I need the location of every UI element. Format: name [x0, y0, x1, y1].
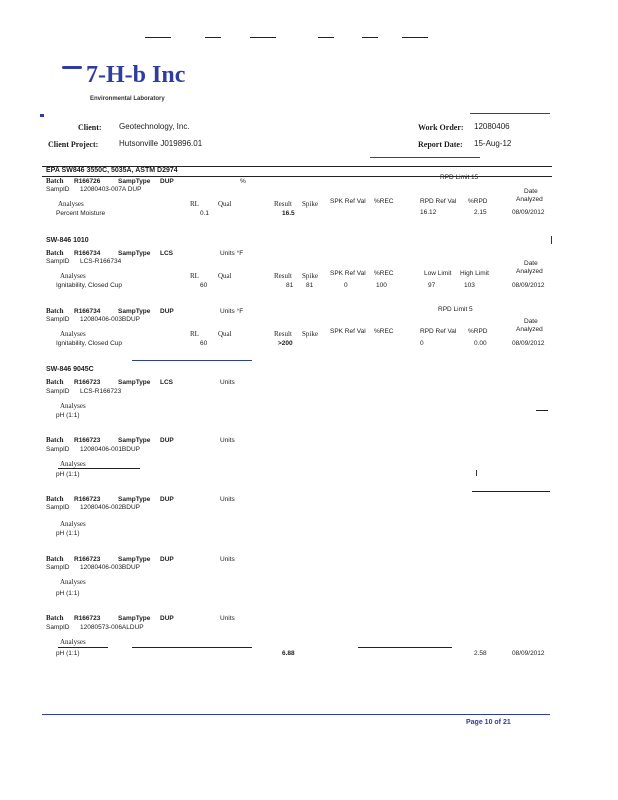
result-value: >200 [278, 340, 293, 347]
date-label: Date [524, 188, 538, 195]
rpd-limit: RPD Limit 5 [438, 306, 473, 313]
col-qual: Qual [218, 200, 232, 208]
date-value: 08/09/2012 [512, 340, 545, 347]
col-qual: Qual [218, 330, 232, 338]
samptype-value: DUP [160, 496, 174, 503]
units-label: Units [220, 615, 235, 622]
scan-mark [132, 647, 252, 648]
samptype-label: SampType [118, 250, 151, 257]
col-result: Result [274, 272, 292, 280]
units-label: Units [220, 437, 235, 444]
col-analyses: Analyses [60, 460, 86, 468]
col-rl: RL [190, 330, 199, 338]
col-rpd: %RPD [468, 198, 488, 205]
col-analyzed: Analyzed [516, 196, 543, 203]
report-date-label: Report Date: [418, 140, 463, 149]
samptype-label: SampType [118, 556, 151, 563]
samptype-label: SampType [118, 496, 151, 503]
col-rl: RL [190, 200, 199, 208]
sampid-value: LCS-R166723 [80, 388, 122, 395]
batch-label: Batch [46, 177, 64, 185]
footer-rule [42, 714, 550, 715]
col-rpd: %RPD [468, 328, 488, 335]
samptype-label: SampType [118, 178, 151, 185]
result-value: 16.5 [282, 210, 295, 217]
scan-mark [358, 647, 452, 648]
section-title: SW-846 9045C [46, 366, 94, 373]
work-order-label: Work Order: [418, 123, 464, 132]
sampid-label: SampID [46, 564, 70, 571]
col-spk-ref-val: SPK Ref Val [330, 270, 366, 277]
scan-mark [362, 37, 378, 38]
sampid-value: 12080406-003BDUP [80, 564, 140, 571]
header-rule [370, 157, 480, 158]
col-qual: Qual [218, 272, 232, 280]
sampid-value: 12080573-006ALDUP [80, 624, 144, 631]
samptype-value: DUP [160, 556, 174, 563]
sampid-label: SampID [46, 258, 70, 265]
section-title: SW-846 1010 [46, 237, 89, 244]
batch-id: R166723 [74, 496, 101, 503]
col-low-limit: Low Limit [424, 270, 452, 277]
date-value: 08/09/2012 [512, 209, 545, 216]
page-number: Page 10 of 21 [466, 719, 511, 726]
batch-id: R166723 [74, 556, 101, 563]
units-label: % [240, 178, 246, 185]
col-rl: RL [190, 272, 199, 280]
high-limit-value: 103 [464, 282, 475, 289]
rl-value: 60 [200, 282, 208, 289]
units-label: Units °F [220, 250, 244, 257]
analyte-name: pH (1:1) [56, 590, 80, 597]
client-value: Geotechnology, Inc. [119, 122, 190, 131]
project-label: Client Project: [48, 140, 99, 149]
col-analyses: Analyses [60, 402, 86, 410]
col-rpd-ref-val: RPD Ref Val [420, 198, 457, 205]
units-label: Units [220, 379, 235, 386]
units-label: Units [220, 496, 235, 503]
samptype-value: DUP [160, 308, 174, 315]
col-rec: %REC [374, 270, 394, 277]
work-order-value: 12080406 [474, 122, 510, 131]
scan-mark [250, 37, 276, 38]
col-analyses: Analyses [60, 578, 86, 586]
date-value: 08/09/2012 [512, 282, 545, 289]
col-analyzed: Analyzed [516, 268, 543, 275]
col-analyses: Analyses [58, 200, 84, 208]
col-high-limit: High Limit [460, 270, 489, 277]
rpd-limit: RPD Limit 15 [440, 174, 479, 181]
col-analyses: Analyses [60, 520, 86, 528]
result-value: 81 [286, 282, 294, 289]
col-spike: Spike [302, 330, 318, 338]
sampid-value: 12080406-003BDUP [80, 316, 140, 323]
samptype-value: DUP [160, 178, 174, 185]
rpd-value: 2.58 [474, 650, 487, 657]
analyte-name: pH (1:1) [56, 471, 80, 478]
samptype-value: DUP [160, 615, 174, 622]
scan-mark [472, 491, 550, 492]
analyte-name: Percent Moisture [56, 210, 106, 217]
batch-label: Batch [46, 436, 64, 444]
sampid-value: LCS-R166734 [80, 258, 122, 265]
sampid-value: 12080403-007A DUP [80, 186, 142, 193]
batch-label: Batch [46, 614, 64, 622]
samptype-label: SampType [118, 379, 151, 386]
client-label: Client: [78, 123, 102, 132]
units-label: Units °F [220, 308, 244, 315]
rl-value: 0.1 [200, 210, 210, 217]
col-rec: %REC [374, 198, 394, 205]
date-label: Date [524, 260, 538, 267]
batch-id: R166734 [74, 250, 101, 257]
rpd-value: 2.15 [474, 209, 487, 216]
project-value: Hutsonville J019896.01 [119, 139, 203, 148]
sampid-label: SampID [46, 446, 70, 453]
samptype-value: DUP [160, 437, 174, 444]
batch-id: R166723 [74, 437, 101, 444]
section-title: EPA SW846 3550C, 5035A, ASTM D2974 [46, 167, 178, 174]
scan-mark [551, 236, 552, 244]
samptype-value: LCS [160, 379, 173, 386]
rec-value: 100 [376, 282, 387, 289]
batch-id: R166723 [74, 615, 101, 622]
units-label: Units [220, 556, 235, 563]
analyte-name: pH (1:1) [56, 650, 80, 657]
scan-mark [145, 37, 171, 38]
batch-label: Batch [46, 555, 64, 563]
batch-id: R166734 [74, 308, 101, 315]
analyte-name: pH (1:1) [56, 412, 80, 419]
col-analyzed: Analyzed [516, 326, 543, 333]
scan-mark [318, 37, 334, 38]
col-analyses: Analyses [60, 272, 86, 280]
sampid-label: SampID [46, 388, 70, 395]
col-rec: %REC [374, 328, 394, 335]
analyte-name: Ignitability, Closed Cup [56, 282, 122, 289]
batch-id: R166723 [74, 379, 101, 386]
col-analyses: Analyses [60, 638, 86, 646]
report-date-value: 15-Aug-12 [474, 139, 512, 148]
rl-value: 60 [200, 340, 208, 347]
scan-mark [536, 410, 548, 411]
scan-mark [476, 470, 477, 476]
col-spike: Spike [302, 272, 318, 280]
analyte-name: Ignitability, Closed Cup [56, 340, 122, 347]
col-spike: Spike [302, 200, 318, 208]
batch-label: Batch [46, 378, 64, 386]
batch-label: Batch [46, 249, 64, 257]
samptype-label: SampType [118, 437, 151, 444]
section-rule [132, 360, 252, 361]
rpd-ref-value: 16.12 [420, 209, 437, 216]
header-rule [470, 113, 550, 114]
col-analyses: Analyses [60, 330, 86, 338]
rpd-value: 0.00 [474, 340, 487, 347]
sampid-label: SampID [46, 316, 70, 323]
samptype-value: LCS [160, 250, 173, 257]
analyte-name: pH (1:1) [56, 530, 80, 537]
batch-label: Batch [46, 495, 64, 503]
scan-mark [402, 37, 428, 38]
low-limit-value: 97 [428, 282, 436, 289]
samptype-label: SampType [118, 615, 151, 622]
col-spk-ref-val: SPK Ref Val [330, 328, 366, 335]
spk-ref-value: 0 [344, 282, 348, 289]
sampid-label: SampID [46, 186, 70, 193]
batch-id: R166726 [74, 178, 101, 185]
sampid-label: SampID [46, 624, 70, 631]
col-rpd-ref-val: RPD Ref Val [420, 328, 457, 335]
scan-mark [58, 647, 108, 648]
col-spk-ref-val: SPK Ref Val [330, 198, 366, 205]
col-result: Result [274, 200, 292, 208]
samptype-label: SampType [118, 308, 151, 315]
scan-mark [58, 468, 140, 469]
spike-value: 81 [306, 282, 314, 289]
sampid-value: 12080406-001BDUP [80, 446, 140, 453]
batch-label: Batch [46, 307, 64, 315]
sampid-label: SampID [46, 504, 70, 511]
lab-logo: 7-H-b Inc Environmental Laboratory [60, 66, 190, 110]
result-value: 6.88 [282, 650, 295, 657]
date-value: 08/09/2012 [512, 650, 545, 657]
col-result: Result [274, 330, 292, 338]
date-label: Date [524, 318, 538, 325]
scan-mark [205, 37, 221, 38]
sampid-value: 12080406-002BDUP [80, 504, 140, 511]
scan-mark [40, 114, 44, 117]
rpd-ref-value: 0 [420, 340, 424, 347]
